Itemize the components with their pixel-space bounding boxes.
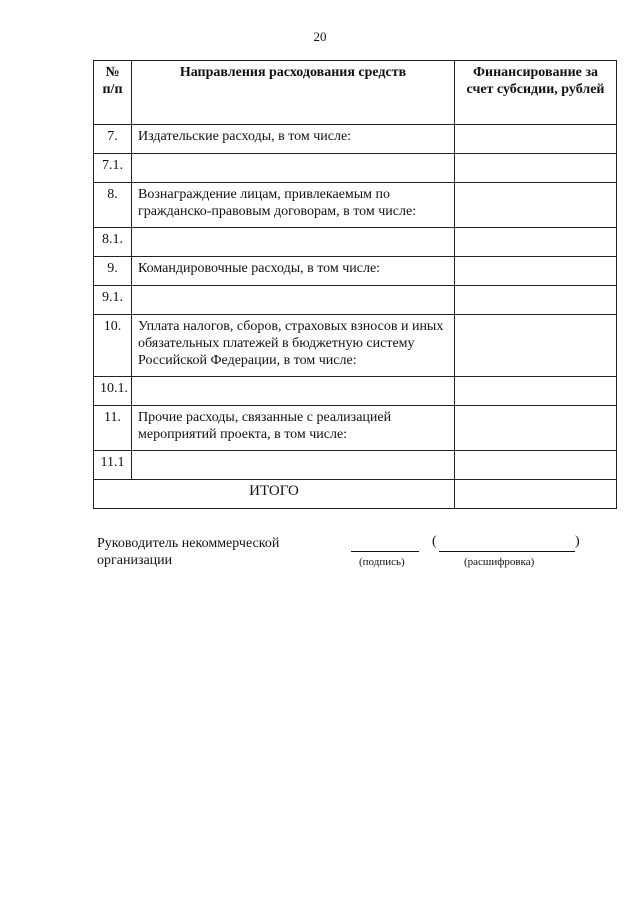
row-number: 7. — [94, 125, 132, 154]
table-row — [94, 286, 617, 315]
decoding-paren-open: ( — [432, 534, 437, 549]
row-financing — [455, 377, 617, 406]
signature-caption: (подпись) — [359, 556, 405, 568]
header-financing: Финансирование за счет субсидии, рублей — [455, 61, 617, 125]
row-direction: Прочие расходы, связанные с реализацией мероприятий проекта, в том числе: — [132, 406, 455, 451]
row-number: 9. — [94, 257, 132, 286]
total-label: ИТОГО — [94, 480, 455, 509]
row-number: 10.1. — [94, 377, 132, 406]
row-financing — [455, 406, 617, 451]
row-financing — [455, 183, 617, 228]
table-header-row — [94, 61, 617, 125]
table-row — [94, 154, 617, 183]
row-number: 7.1. — [94, 154, 132, 183]
page-number: 20 — [313, 29, 327, 44]
row-direction — [132, 451, 455, 480]
row-financing — [455, 228, 617, 257]
row-number: 9.1. — [94, 286, 132, 315]
total-value — [455, 480, 617, 509]
table-row — [94, 228, 617, 257]
table-row — [94, 406, 617, 451]
total-row — [94, 480, 617, 509]
row-direction — [132, 228, 455, 257]
row-direction: Уплата налогов, сборов, страховых взносов и иных обязательных платежей в бюджетную систему Российской Федерации, в том числе: — [132, 315, 455, 377]
decoding-caption: (расшифровка) — [464, 556, 535, 568]
table-row — [94, 377, 617, 406]
row-direction — [132, 154, 455, 183]
row-financing — [455, 125, 617, 154]
signature-title: Руководитель некоммерческой организации — [97, 536, 280, 568]
row-direction: Вознаграждение лицам, привлекаемым по гражданско-правовым договорам, в том числе: — [132, 183, 455, 228]
row-number: 8.1. — [94, 228, 132, 257]
row-financing — [455, 257, 617, 286]
table-row — [94, 257, 617, 286]
signature-line — [351, 551, 419, 552]
row-number: 10. — [94, 315, 132, 377]
row-financing — [455, 315, 617, 377]
decoding-line — [439, 551, 575, 552]
row-direction: Командировочные расходы, в том числе: — [132, 257, 455, 286]
row-direction — [132, 286, 455, 315]
budget-table — [93, 60, 617, 509]
header-direction: Направления расходования средств — [132, 61, 455, 125]
header-number: № п/п — [94, 61, 132, 125]
row-direction — [132, 377, 455, 406]
row-direction: Издательские расходы, в том числе: — [132, 125, 455, 154]
row-financing — [455, 451, 617, 480]
table-row — [94, 451, 617, 480]
row-financing — [455, 286, 617, 315]
row-number: 11.1 — [94, 451, 132, 480]
table-row — [94, 315, 617, 377]
row-number: 8. — [94, 183, 132, 228]
row-number: 11. — [94, 406, 132, 451]
table-row — [94, 183, 617, 228]
decoding-paren-close: ) — [575, 534, 580, 549]
table-row — [94, 125, 617, 154]
row-financing — [455, 154, 617, 183]
